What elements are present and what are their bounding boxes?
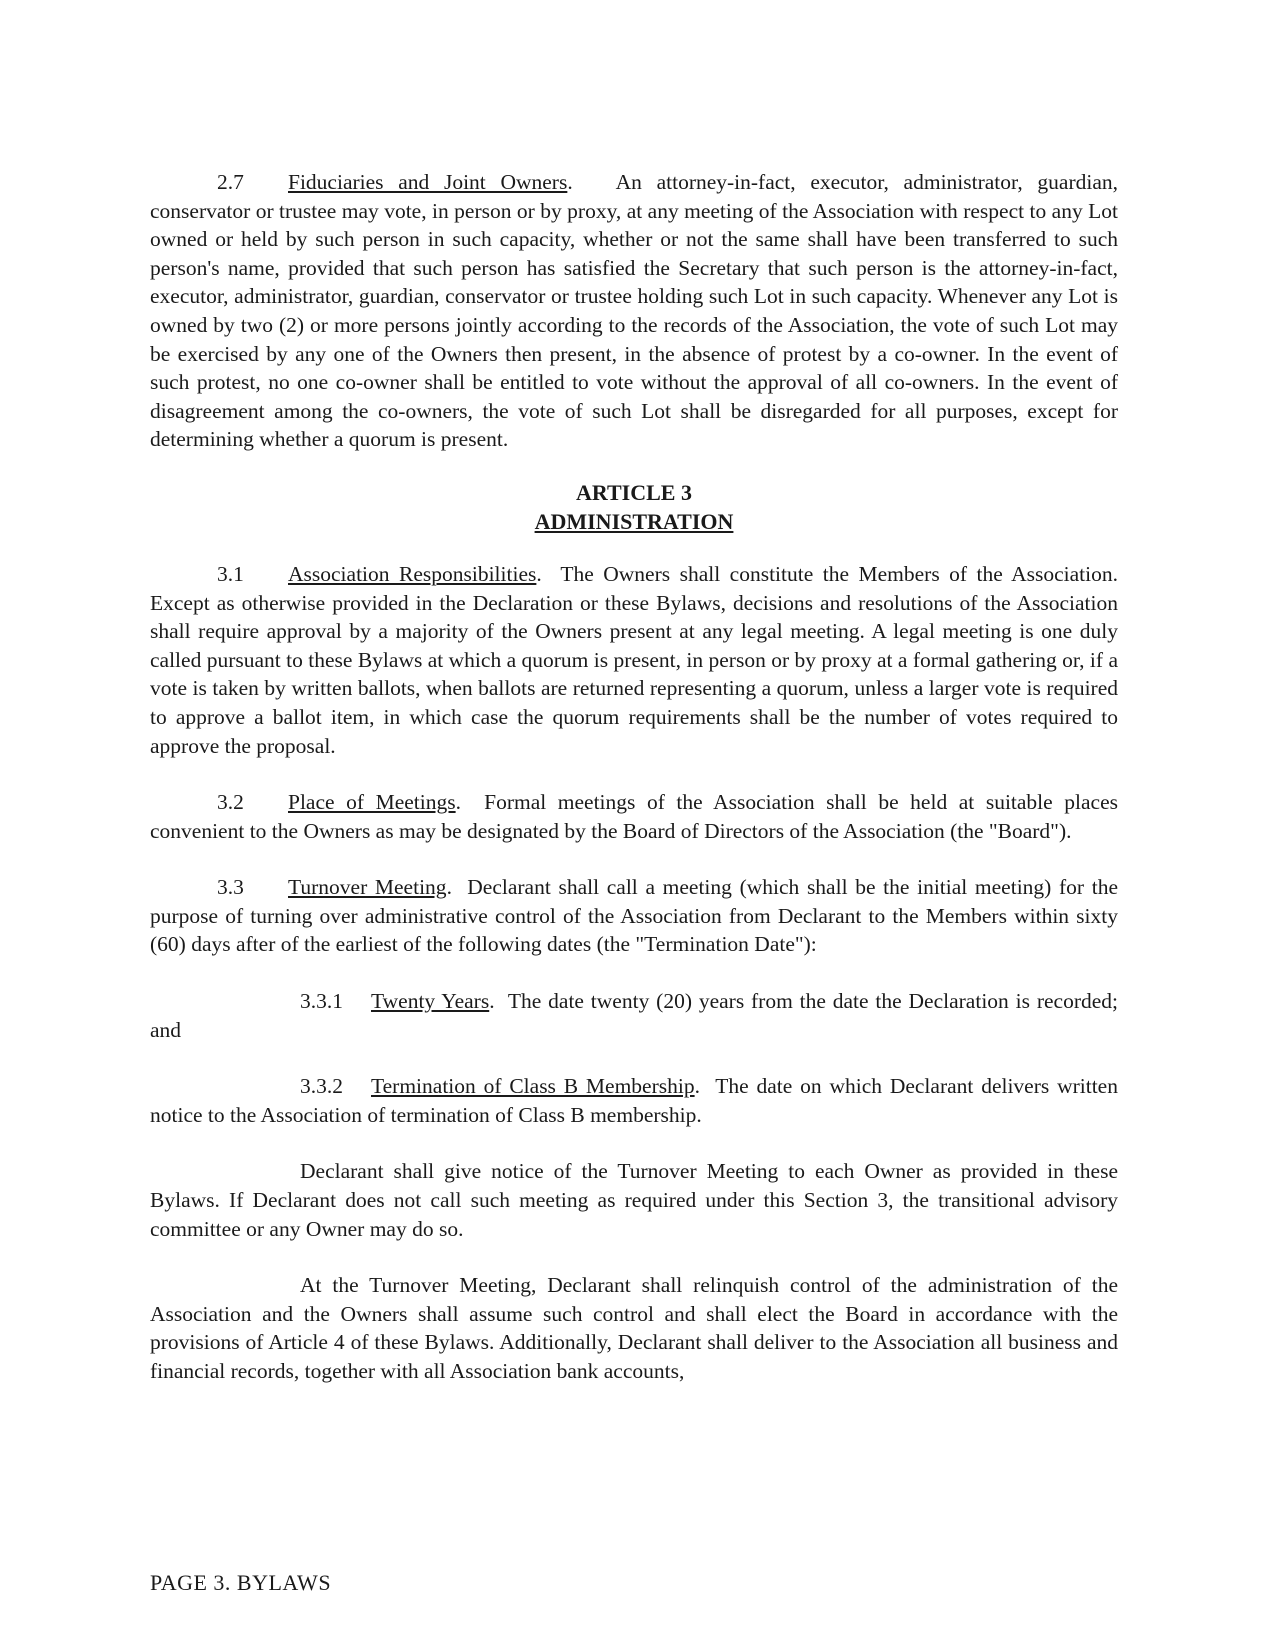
section-3-3: 3.3 Turnover Meeting. Declarant shall call a meeting (which shall be the initial meeting) for the purpose of turning over administrative control of the Association from Declarant to the Members within sixty (60) days after of the earliest of the following dates (the "Termination Date"): (150, 875, 1118, 957)
section-number: 3.3 (217, 875, 244, 900)
section-number: 3.1 (217, 561, 244, 586)
section-body: The Owners shall constitute the Members of the Association. Except as otherwise provided in the Declaration or these Bylaws, decisions and resolutions of the Association shall require approval by a majority of the Owners present at any legal meeting. A legal meeting is one duly called pursuant to these Bylaws at which a quorum is present, in person or by proxy at a formal gathering or, if a vote is taken by written ballots, when ballots are returned representing a quorum, unless a larger vote is required to approve a ballot item, in which case the quorum requirements shall be the number of votes required to approve the proposal. (150, 561, 1118, 758)
section-number: 3.3.1 (300, 989, 343, 1014)
section-number: 3.3.2 (300, 1074, 343, 1099)
page-footer: PAGE 3. BYLAWS (150, 1570, 332, 1595)
section-title: Place of Meetings (288, 790, 456, 815)
section-3-3-1: 3.3.1 Twenty Years. The date twenty (20) years from the date the Declaration is recorded; and (150, 989, 1118, 1042)
section-body: The date on which Declarant delivers written notice to the Association of termination of Class B membership. (150, 1074, 1118, 1127)
section-body: The date twenty (20) years from the date the Declaration is recorded; and (150, 989, 1118, 1042)
section-number: 3.2 (217, 790, 244, 815)
section-title: Termination of Class B Membership (371, 1074, 695, 1099)
section-title: Fiduciaries and Joint Owners (288, 170, 568, 194)
section-title: Twenty Years (371, 989, 490, 1014)
section-2-7: 2.7 Fiduciaries and Joint Owners. An attorney-in-fact, executor, administrator, guardian, conservator or trustee may vote, in person or by proxy, at any meeting of the Association with respect to any Lot owned or held by such person in such capacity, whether or not the same shall have been transferred to such person's name, provided that such person has satisfied the Secretary that such person is the attorney-in-fact, executor, administrator, guardian, conservator or trustee holding such Lot in such capacity. Whenever any Lot is owned by two (2) or more persons jointly according to the records of the Association, the vote of such Lot may be exercised by any one of the Owners then present, in the absence of protest by a co-owner. In the event of such protest, no one co-owner shall be entitled to vote without the approval of all co-owners. In the event of disagreement among the co-owners, the vote of such Lot shall be disregarded for all purposes, except for determining whether a quorum is present. (150, 170, 1118, 452)
section-title: Turnover Meeting (288, 875, 447, 900)
section-body: Formal meetings of the Association shall be held at suitable places convenient to the Owners as may be designated by the Board of Directors of the Association (the "Board"). (150, 790, 1118, 843)
section-3-2: 3.2 Place of Meetings. Formal meetings of the Association shall be held at suitable places convenient to the Owners as may be designated by the Board of Directors of the Association (the "Board"). (150, 790, 1118, 843)
section-title: Association Responsibilities (288, 561, 537, 586)
article-label: ARTICLE 3 (576, 479, 692, 505)
section-body: An attorney-in-fact, executor, administrator, guardian, conservator or trustee may vote, in person or by proxy, at any meeting of the Association with respect to any Lot owned or held by such person in such capacity, whether or not the same shall have been transferred to such person's name, provided that such person has satisfied the Secretary that such person is the attorney-in-fact, executor, administrator, guardian, conservator or trustee holding such Lot in such capacity. Whenever any Lot is owned by two (2) or more persons jointly according to the records of the Association, the vote of such Lot may be exercised by any one of the Owners then present, in the absence of protest by a co-owner. In the event of such protest, no one co-owner shall be entitled to vote without the approval of all co-owners. In the event of disagreement among the co-owners, the vote of such Lot shall be disregarded for all purposes, except for determining whether a quorum is present. (150, 170, 1118, 452)
section-number: 2.7 (217, 170, 244, 194)
notice-paragraph: Declarant shall give notice of the Turnover Meeting to each Owner as provided in these Bylaws. If Declarant does not call such meeting as required under this Section 3, the transitional advisory committee or any Owner may do so. (150, 1159, 1118, 1241)
article-title: ADMINISTRATION (534, 508, 734, 534)
section-body: Declarant shall call a meeting (which shall be the initial meeting) for the purpose of turning over administrative control of the Association from Declarant to the Members within sixty (60) days after of the earliest of the following dates (the "Termination Date"): (150, 875, 1118, 957)
section-3-3-2: 3.3.2 Termination of Class B Membership. The date on which Declarant delivers written notice to the Association of termination of Class B membership. (150, 1074, 1118, 1127)
turnover-paragraph: At the Turnover Meeting, Declarant shall relinquish control of the administration of the Association and the Owners shall assume such control and shall elect the Board in accordance with the provisions of Article 4 of these Bylaws. Additionally, Declarant shall deliver to the Association all business and financial records, together with all Association bank accounts, (150, 1273, 1118, 1383)
document-page (150, 168, 1118, 1386)
section-3-1: 3.1 Association Responsibilities. The Owners shall constitute the Members of the Association. Except as otherwise provided in the Declaration or these Bylaws, decisions and resolutions of the Association shall require approval by a majority of the Owners present at any legal meeting. A legal meeting is one duly called pursuant to these Bylaws at which a quorum is present, in person or by proxy at a formal gathering or, if a vote is taken by written ballots, when ballots are returned representing a quorum, unless a larger vote is required to approve a ballot item, in which case the quorum requirements shall be the number of votes required to approve the proposal. (150, 561, 1118, 758)
